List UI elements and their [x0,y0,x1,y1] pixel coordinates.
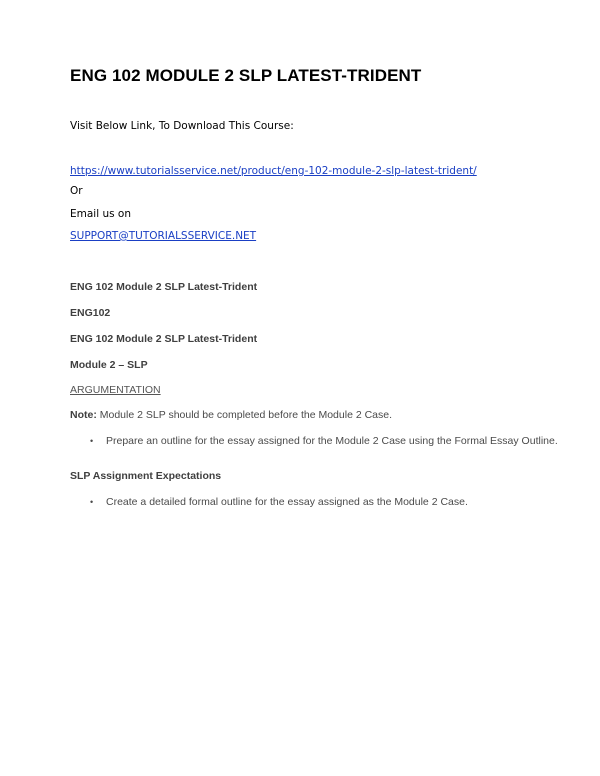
note-text: Module 2 SLP should be completed before the Module 2 Case. [96,409,393,421]
bullet-icon: • [90,497,94,507]
note-label: Note: [70,409,97,421]
download-link[interactable]: https://www.tutorialsservice.net/product/eng-102-module-2-slp-latest-trident/ [70,165,477,177]
course-line-2: ENG 102 Module 2 SLP Latest-Trident [70,333,258,345]
expectations-heading: SLP Assignment Expectations [70,470,222,482]
page-title: ENG 102 MODULE 2 SLP LATEST-TRIDENT [70,66,422,85]
course-code: ENG102 [70,307,111,319]
or-text: Or [70,185,83,197]
module-label: Module 2 – SLP [70,359,148,371]
section-heading-argumentation: ARGUMENTATION [70,384,161,396]
bullet-item-1: Prepare an outline for the essay assigned for the Module 2 Case using the Formal Essay Outline. [106,435,558,447]
intro-text: Visit Below Link, To Download This Course: [70,120,294,132]
email-link[interactable]: SUPPORT@TUTORIALSSERVICE.NET [70,230,257,242]
note-paragraph [70,409,392,421]
email-label: Email us on [70,208,132,220]
bullet-icon: • [90,436,94,446]
bullet-item-2: Create a detailed formal outline for the essay assigned as the Module 2 Case. [106,496,468,508]
course-line-1: ENG 102 Module 2 SLP Latest-Trident [70,281,258,293]
